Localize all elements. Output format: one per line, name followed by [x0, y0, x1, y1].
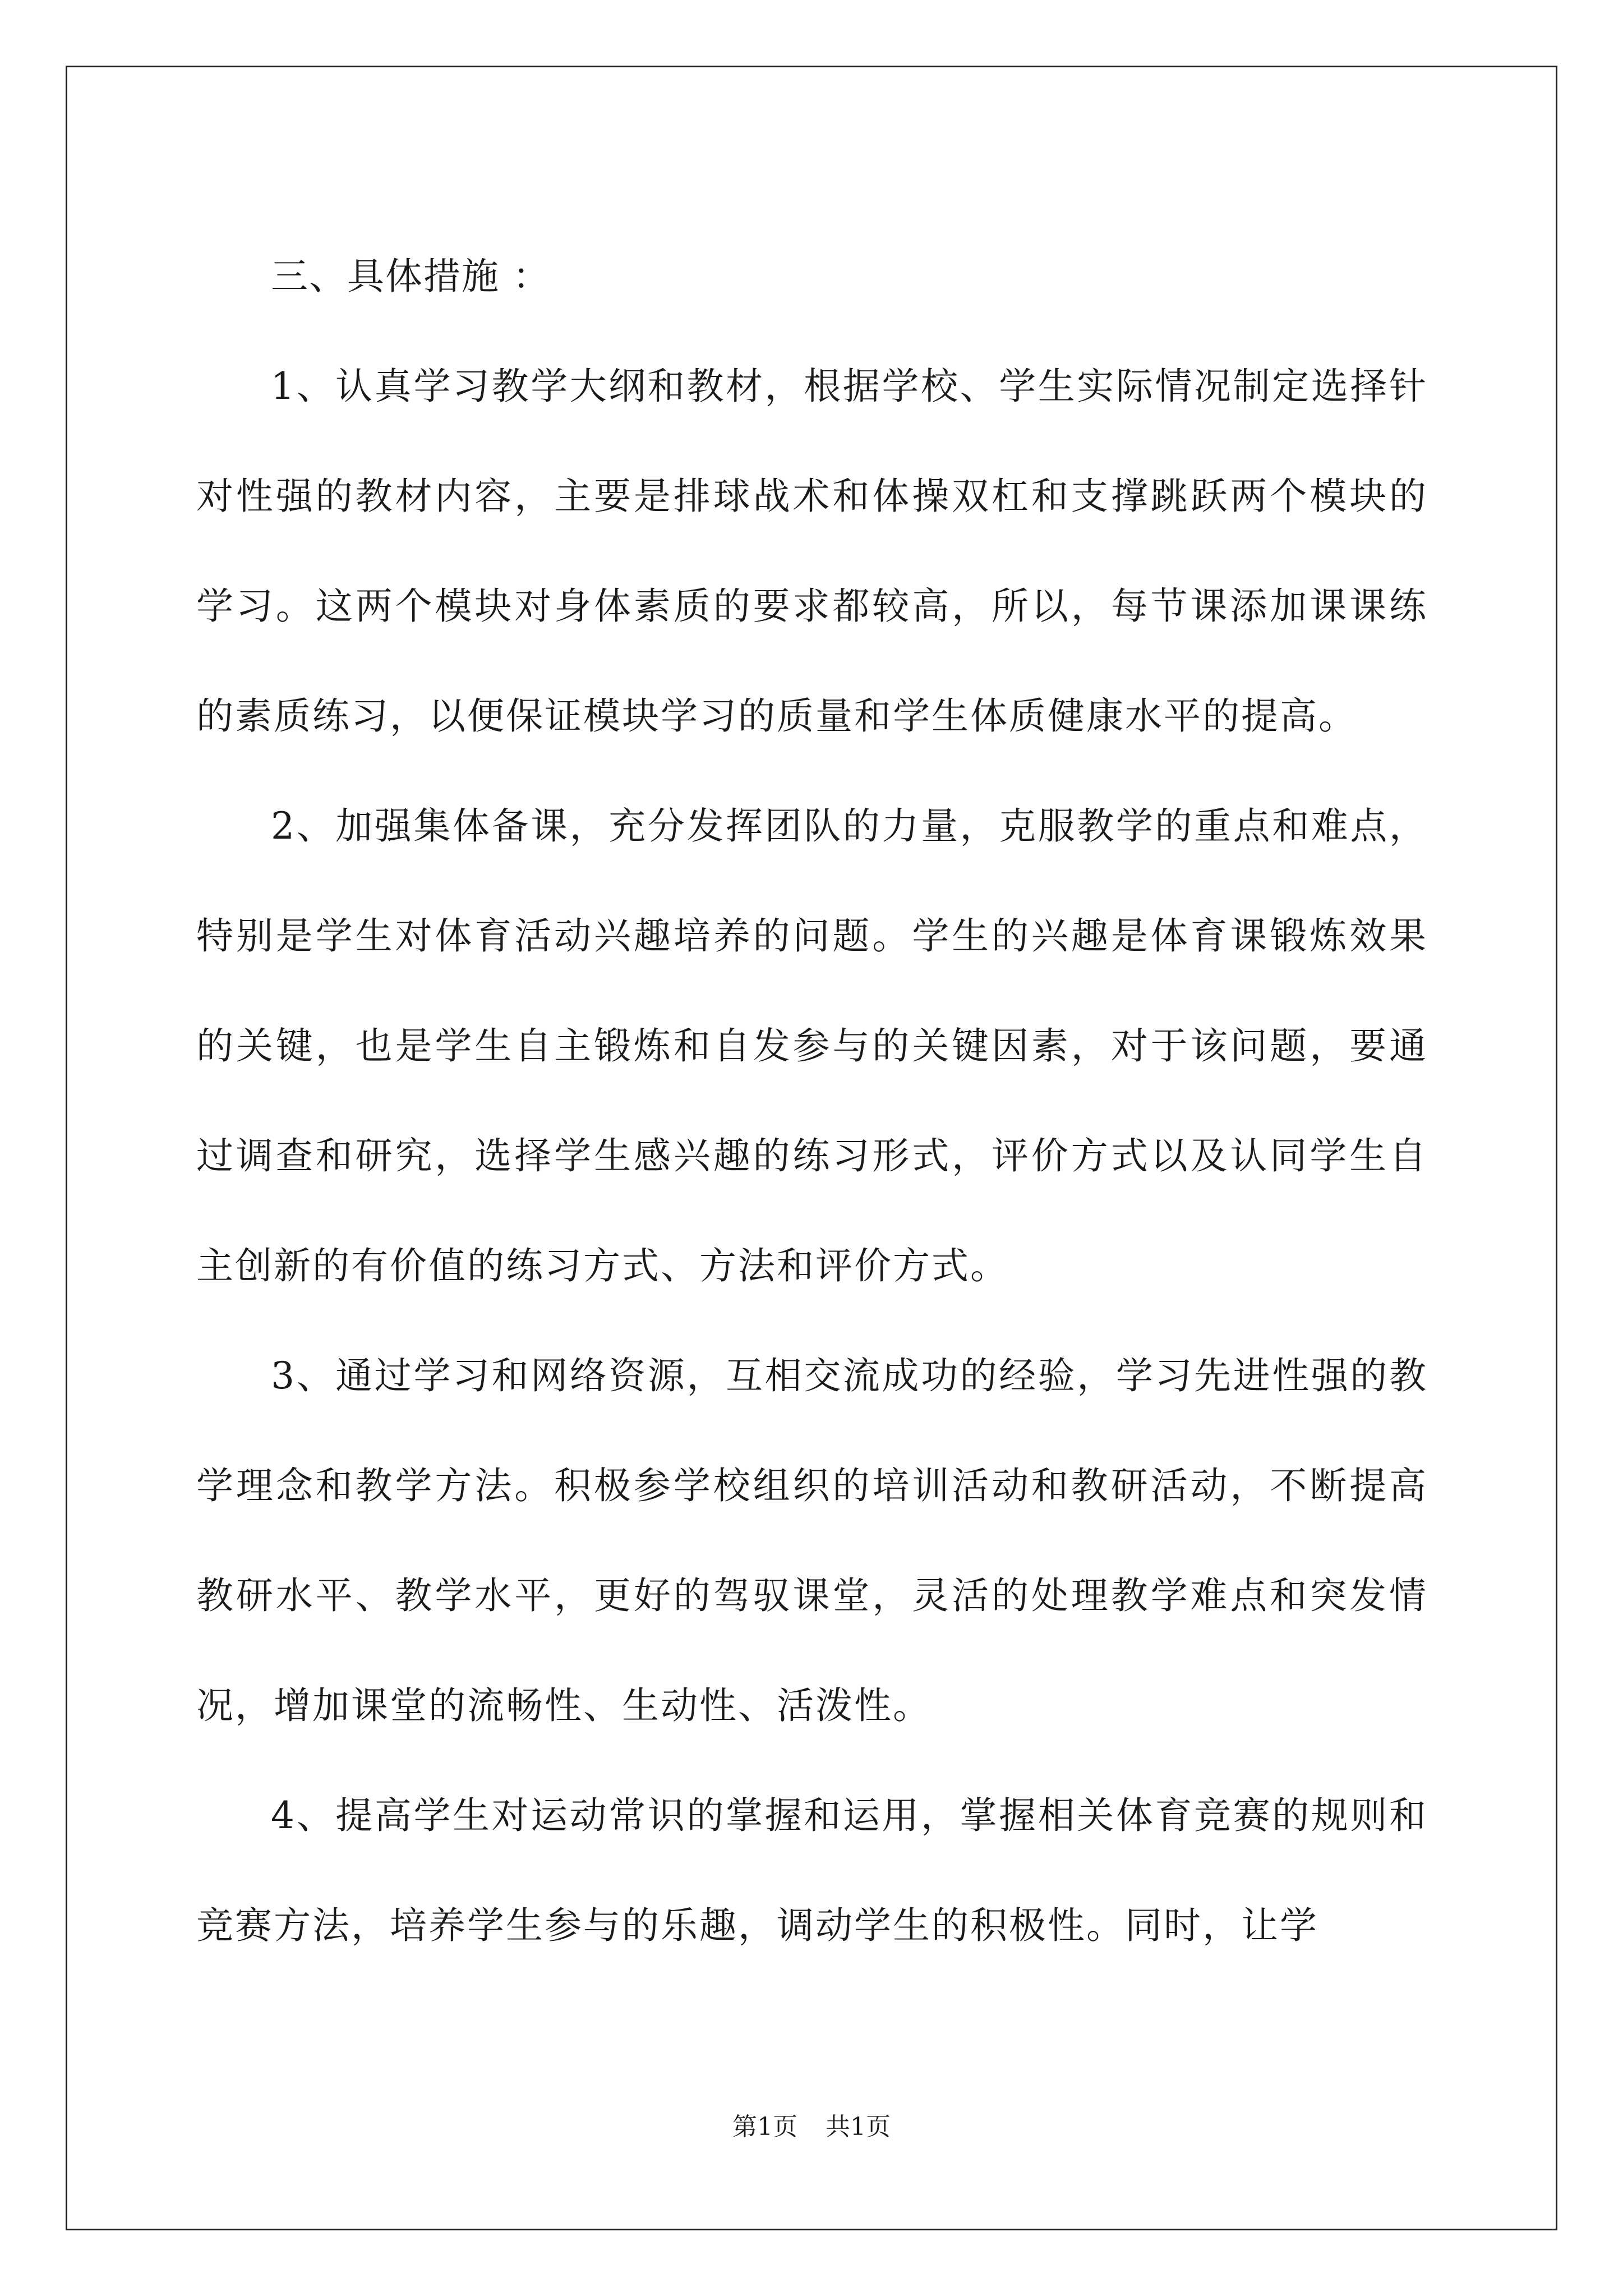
page-number-total: 共1页	[826, 2113, 891, 2141]
section-heading: 三、具体措施 ：	[271, 255, 551, 298]
page-number-current: 第1页	[732, 2113, 797, 2141]
document-body	[196, 222, 1428, 1981]
page-footer	[0, 2106, 1623, 2142]
paragraph-4: 4、提高学生对运动常识的掌握和运用，掌握相关体育竞赛的规则和竞赛方法，培养学生参与的乐趣，调动学生的积极性。同时，让学	[196, 1794, 1428, 1947]
paragraph-2: 2、加强集体备课，充分发挥团队的力量，克服教学的重点和难点，特别是学生对体育活动兴趣培养的问题。学生的兴趣是体育课锻炼效果的关键，也是学生自主锻炼和自发参与的关键因素，对于该问题，要通过调查和研究，选择学生感兴趣的练习形式，评价方式以及认同学生自主创新的有价值的练习方式、方法和评价方式。	[196, 804, 1428, 1287]
paragraph-1: 1、认真学习教学大纲和教材，根据学校、学生实际情况制定选择针对性强的教材内容，主要是排球战术和体操双杠和支撑跳跃两个模块的学习。这两个模块对身体素质的要求都较高，所以，每节课添加课课练的素质练习，以便保证模块学习的质量和学生体质健康水平的提高。	[196, 365, 1428, 738]
paragraph-3: 3、通过学习和网络资源，互相交流成功的经验，学习先进性强的教学理念和教学方法。积极参学校组织的培训活动和教研活动，不断提高教研水平、教学水平，更好的驾驭课堂，灵活的处理教学难点和突发情况，增加课堂的流畅性、生动性、活泼性。	[196, 1354, 1428, 1727]
